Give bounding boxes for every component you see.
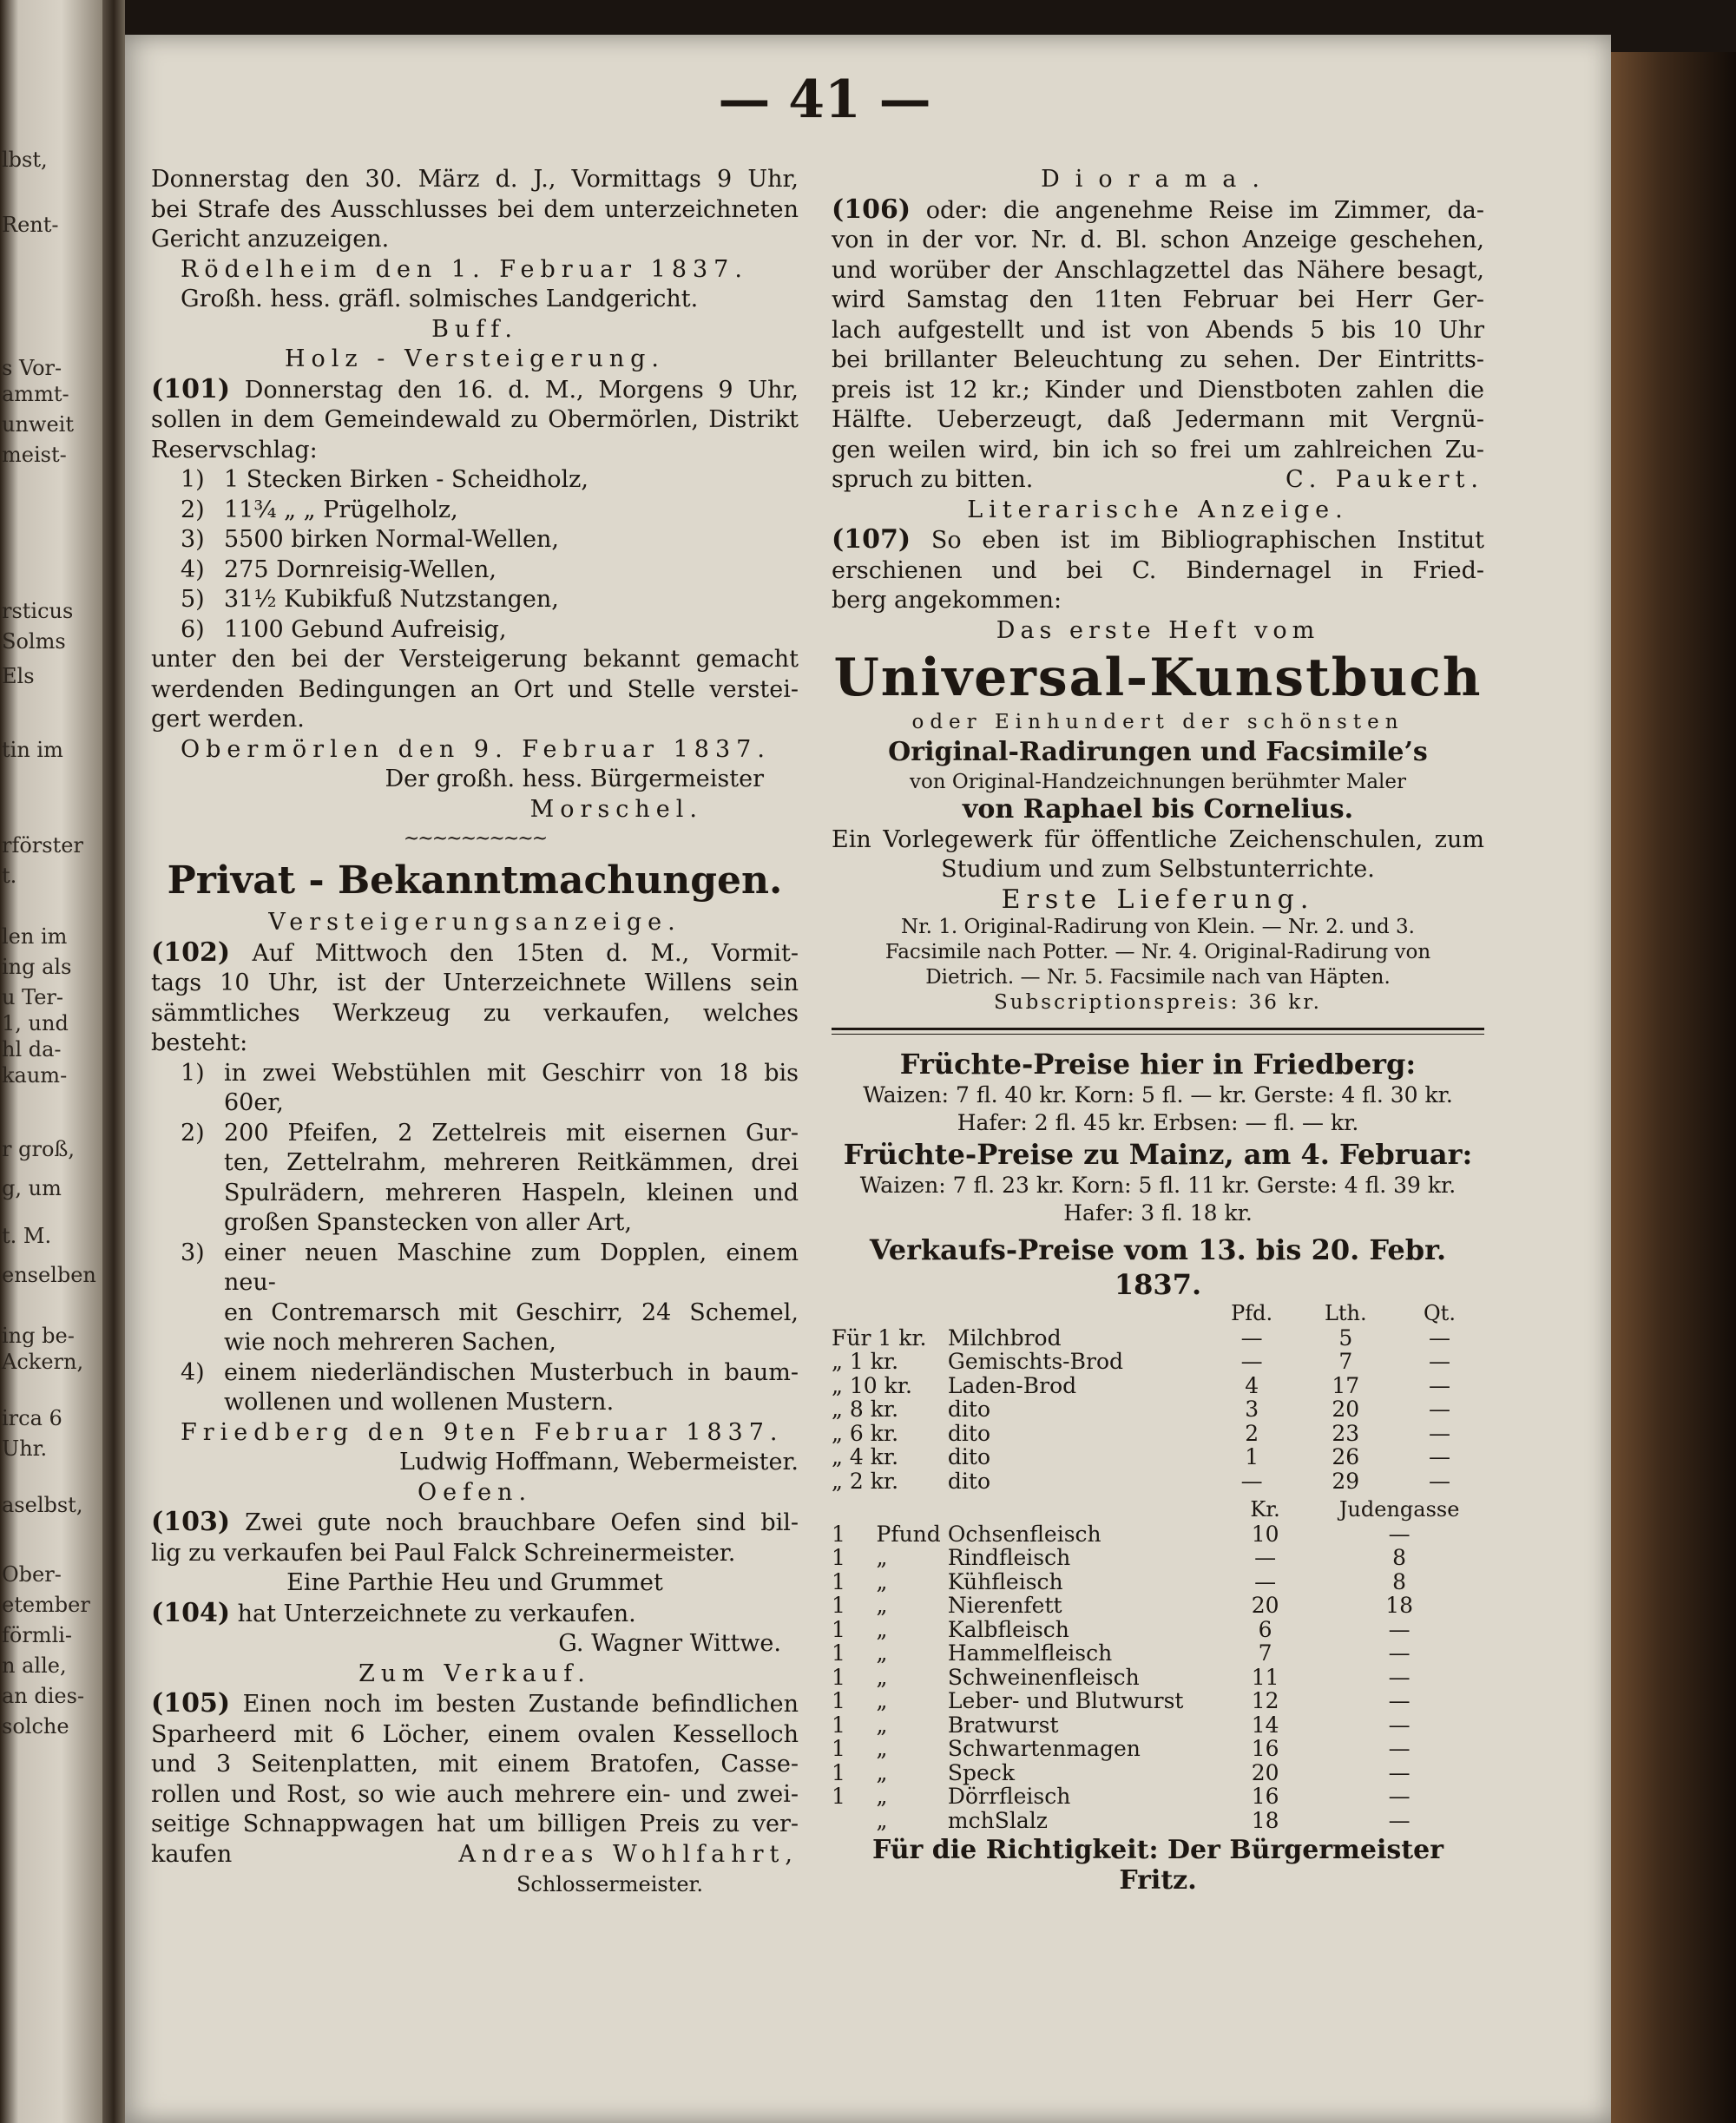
text-line: oder: die angenehme Reise im Zimmer, da- <box>925 196 1484 224</box>
table-row: „ 2 kr. dito — 29 — <box>832 1468 1450 1494</box>
notice-105 <box>151 1660 799 1900</box>
table-row: „ 1 kr. Gemischts-Brod — 7 — <box>832 1349 1450 1374</box>
prices-heading: Früchte-Preise hier in Friedberg: <box>899 1048 1417 1081</box>
notice-title: Diorama. <box>1041 166 1275 193</box>
margin-fragment: ammt- <box>2 382 69 406</box>
list-item: 2) 11¾ „ „ Prügelholz, <box>181 496 458 523</box>
price-line: Waizen: 7 fl. 40 kr. Korn: 5 fl. — kr. Gerste: 4 fl. 30 kr. <box>863 1082 1453 1108</box>
grain-prices-mainz <box>832 1137 1484 1227</box>
book-subtitle: Original-Radirungen und Facsimile’s <box>888 737 1428 767</box>
book-price: Subscriptionspreis: 36 kr. <box>994 991 1322 1014</box>
table-row: 1 Pfund Ochsenfleisch 10 — <box>832 1521 1410 1547</box>
list-item: 3) 5500 birken Normal-Wellen, <box>181 526 559 553</box>
double-rule <box>832 1028 1484 1035</box>
notice-place-date: Obermörlen den 9. Februar 1837. <box>181 735 771 763</box>
margin-fragment: ing be- <box>2 1324 75 1348</box>
text-line: hat Unterzeichnete zu verkaufen. <box>237 1600 636 1627</box>
margin-fragment: an dies- <box>2 1684 85 1708</box>
meat-price-table <box>832 1498 1484 1832</box>
margin-fragment: rsticus <box>2 599 74 623</box>
book-delivery: Erste Lieferung. <box>1001 884 1315 915</box>
list-item: 1) in zwei Webstühlen mit Geschirr von 18 bis 60er, <box>181 1059 799 1116</box>
page-number: — 41 — <box>718 69 931 130</box>
text-line: spruch zu bitten. <box>832 466 1034 493</box>
book-intro: Das erste Heft vom <box>996 616 1320 644</box>
list-item: 4) einem niederländischen Musterbuch in baum- wollenen und wollenen Mustern. <box>181 1358 799 1416</box>
ornamental-divider: ~~~~~~~~~~ <box>403 828 547 850</box>
margin-fragment: 1, und <box>2 1011 69 1035</box>
margin-fragment: irca 6 <box>2 1406 62 1430</box>
text-line: wird Samstag den 11ten Februar bei Herr Ger- <box>832 286 1484 313</box>
list-item: 4) 275 Dornreisig-Wellen, <box>181 555 497 583</box>
notice-104 <box>151 1568 799 1660</box>
book-title: Universal-Kunstbuch <box>833 647 1483 708</box>
book-line: Facsimile nach Potter. — Nr. 4. Original-Radirung von <box>884 941 1431 963</box>
text-line: Donnerstag den 30. März d. J., Vormittags 9 Uhr, <box>151 166 799 193</box>
list-item: 1) 1 Stecken Birken - Scheidholz, <box>181 466 589 493</box>
table-row: 1 „ Kalbfleisch 6 — <box>832 1616 1410 1642</box>
grain-prices-friedberg <box>832 1047 1484 1137</box>
wood-list <box>151 465 799 645</box>
margin-fragment: unweit <box>2 412 74 437</box>
notice-signature: G. Wagner Wittwe. <box>558 1630 781 1657</box>
text-line: erschienen und bei C. Bindernagel in Fried- <box>832 556 1484 584</box>
notice-107 <box>832 496 1484 1016</box>
bread-price-table <box>832 1302 1484 1493</box>
book-gutter <box>102 0 125 2123</box>
list-item: 5) 31½ Kubikfuß Nutzstangen, <box>181 586 559 613</box>
margin-fragment: kaum- <box>2 1063 68 1088</box>
margin-fragment: r groß, <box>2 1137 76 1161</box>
text-line: und 3 Seitenplatten, mit einem Bratofen, Casse- <box>151 1751 799 1778</box>
price-line: Hafer: 3 fl. 18 kr. <box>1063 1200 1253 1226</box>
margin-fragment: Els <box>2 664 35 688</box>
text-line: Sparheerd mit 6 Löcher, einem ovalen Kesselloch <box>151 1720 799 1748</box>
margin-fragment: solche <box>2 1714 69 1738</box>
text-line: bei Strafe des Ausschlusses bei dem unterzeichneten <box>151 195 799 223</box>
notice-102 <box>151 908 799 1478</box>
text-line: lig zu verkaufen bei Paul Falck Schreinermeister. <box>151 1539 736 1567</box>
text-line: und worüber der Anschlagzettel das Nähere besagt, <box>832 256 1484 284</box>
text-line: Zwei gute noch brauchbare Oefen sind bil- <box>245 1509 799 1536</box>
margin-fragment: t. <box>2 864 17 888</box>
notice-signature: Ludwig Hoffmann, Webermeister. <box>399 1449 799 1476</box>
table-row: „ mchSlalz 18 — <box>876 1807 1410 1833</box>
notice-signature: C. Paukert. <box>1286 466 1484 493</box>
notice-authority: Großh. hess. gräfl. solmisches Landgericht. <box>181 286 699 312</box>
table-row: 1 „ Leber- und Blutwurst 12 — <box>832 1688 1410 1713</box>
notice-place-date: Rödelheim den 1. Februar 1837. <box>181 255 748 283</box>
text-line: sämmtliches Werkzeug zu verkaufen, welches besteht: <box>151 999 799 1056</box>
notice-number: (106) <box>832 194 911 225</box>
margin-fragment: Ober- <box>2 1562 62 1587</box>
book-line: Dietrich. — Nr. 5. Facsimile nach van Häpten. <box>925 966 1391 989</box>
margin-fragment: Uhr. <box>2 1436 48 1461</box>
text-line: kaufen <box>151 1840 233 1868</box>
list-item: 3) einer neuen Maschine zum Dopplen, einem neu- en Contremarsch mit Geschirr, 24 Schemel, wie noch mehreren Sachen, <box>181 1239 799 1356</box>
margin-fragment: tin im <box>2 738 63 762</box>
notice-number: (104) <box>151 1597 231 1628</box>
margin-fragment: aselbst, <box>2 1493 83 1517</box>
list-item: 2) 200 Pfeifen, 2 Zettelreis mit eisernen Gur- ten, Zettelrahm, mehreren Reitkämmen, drei Spulrädern, mehreren Haspeln, kleinen und großen Spanstecken von aller Art, <box>181 1119 799 1236</box>
margin-fragment: len im <box>2 924 68 949</box>
text-line: Reservschlag: <box>151 436 318 463</box>
text-line: tags 10 Uhr, ist der Unterzeichnete Willens sein <box>151 969 799 996</box>
notice-101 <box>151 345 799 825</box>
margin-fragment: u Ter- <box>2 985 64 1009</box>
section-heading: Privat - Bekanntmachungen. <box>167 858 783 903</box>
margin-fragment: förmli- <box>2 1623 73 1647</box>
text-line: berg angekommen: <box>832 587 1062 614</box>
text-line: von in der vor. Nr. d. Bl. schon Anzeige geschehen, <box>832 227 1484 253</box>
notice-title: Versteigerungsanzeige. <box>268 909 681 936</box>
text-line: bei brillanter Beleuchtung zu sehen. Der Eintritts- <box>832 346 1484 373</box>
margin-fragment: enselben <box>2 1263 96 1287</box>
notice-signature: Buff. <box>431 315 518 343</box>
table-row: Für 1 kr. Milchbrod — 5 — <box>832 1324 1450 1351</box>
intro-notice <box>151 165 799 345</box>
price-line: Hafer: 2 fl. 45 kr. Erbsen: — fl. — kr. <box>957 1110 1359 1135</box>
table-row: 1 „ Rindfleisch — 8 <box>832 1545 1407 1570</box>
margin-fragment: hl da- <box>2 1037 62 1062</box>
page-footer-signature: Für die Richtigkeit: Der Bürgermeister Fritz. <box>871 1835 1444 1896</box>
notice-authority: Der großh. hess. Bürgermeister <box>385 766 764 792</box>
sale-prices-heading: Verkaufs-Preise vom 13. bis 20. Febr. 1837. <box>869 1233 1447 1301</box>
notice-title: Holz - Versteigerung. <box>285 345 665 372</box>
book-artists: von Raphael bis Cornelius. <box>962 794 1354 825</box>
table-row: 1 „ Bratwurst 14 — <box>832 1712 1410 1738</box>
book-line: Nr. 1. Original-Radirung von Klein. — Nr. 2. und 3. <box>901 916 1415 938</box>
margin-fragment: lbst, <box>2 148 48 172</box>
tools-list <box>151 1059 799 1418</box>
notice-signature: Morschel. <box>529 795 703 823</box>
table-row: 1 „ Speck 20 — <box>832 1759 1410 1785</box>
notice-number: (102) <box>151 937 231 968</box>
book-line: oder Einhundert der schönsten <box>911 711 1404 733</box>
text-line: Einen noch im besten Zustande befindlichen <box>242 1691 799 1718</box>
notice-number: (105) <box>151 1688 231 1719</box>
margin-fragment: s Vor- <box>2 356 62 380</box>
table-header: Kr. Judengasse <box>1250 1497 1460 1522</box>
table-row: 1 „ Schwartenmagen 16 — <box>832 1736 1410 1761</box>
prices-heading: Früchte-Preise zu Mainz, am 4. Februar: <box>843 1138 1473 1171</box>
notice-number: (103) <box>151 1507 231 1537</box>
margin-fragment: etember <box>2 1593 90 1617</box>
text-line: werdenden Bedingungen an Ort und Stelle verstei- <box>151 675 799 703</box>
notice-number: (101) <box>151 373 231 404</box>
notice-title: Oefen. <box>417 1478 533 1506</box>
previous-page-edge <box>0 0 102 2123</box>
notice-106 <box>832 165 1484 496</box>
notice-title: Zum Verkauf. <box>358 1660 591 1687</box>
price-line: Waizen: 7 fl. 23 kr. Korn: 5 fl. 11 kr. Gerste: 4 fl. 39 kr. <box>859 1173 1457 1198</box>
text-line: preis ist 12 kr.; Kinder und Dienstboten zahlen die <box>832 376 1484 404</box>
margin-fragment: n alle, <box>2 1653 67 1678</box>
book-cover-edge <box>1611 52 1736 2123</box>
notice-signature-role: Schlossermeister. <box>516 1872 703 1896</box>
margin-fragment: Rent- <box>2 213 59 237</box>
left-column <box>151 165 799 1900</box>
margin-fragment: t. M. <box>2 1224 52 1248</box>
text-line: Auf Mittwoch den 15ten d. M., Vormit- <box>252 939 799 967</box>
table-row: „ 4 kr. dito 1 26 — <box>832 1444 1450 1469</box>
text-line: lach aufgestellt und ist von Abends 5 bis 10 Uhr <box>832 316 1484 344</box>
list-item: 6) 1100 Gebund Aufreisig, <box>181 615 507 643</box>
margin-fragment: ing als <box>2 955 72 979</box>
book-line: Studium und zum Selbstunterrichte. <box>941 856 1375 883</box>
book-line: von Original-Handzeichnungen berühmter Maler <box>909 771 1407 793</box>
table-header: Pfd. Lth. Qt. <box>1231 1301 1456 1325</box>
notice-signature: Andreas Wohlfahrt, <box>458 1840 799 1868</box>
margin-fragment: Ackern, <box>2 1350 84 1374</box>
book-line: Ein Vorlegewerk für öffentliche Zeichenschulen, zum <box>832 825 1484 853</box>
margin-fragment: rförster <box>2 833 83 858</box>
table-row: „ 10 kr. Laden-Brod 4 17 — <box>832 1372 1450 1398</box>
notice-103 <box>151 1478 799 1569</box>
notice-title: Eine Parthie Heu und Grummet <box>286 1569 663 1596</box>
notice-place-date: Friedberg den 9ten Februar 1837. <box>181 1418 784 1446</box>
margin-fragment: Solms <box>2 629 66 654</box>
notice-title: Literarische Anzeige. <box>967 496 1349 523</box>
table-row: 1 „ Dörrfleisch 16 — <box>832 1784 1410 1809</box>
text-line: seitige Schnappwagen hat um billigen Preis zu ver- <box>151 1811 799 1837</box>
table-row: 1 „ Nierenfett 20 18 <box>832 1593 1414 1618</box>
table-row: 1 „ Hammelfleisch 7 — <box>832 1640 1410 1666</box>
text-line: rollen und Rost, so wie auch mehrere ein- und zwei- <box>151 1780 799 1808</box>
margin-fragment: meist- <box>2 443 67 467</box>
margin-fragment: g, um <box>2 1176 62 1200</box>
text-line: gert werden. <box>151 706 305 733</box>
text-line: gen weilen wird, bin ich so frei um zahlreichen Zu- <box>832 436 1484 463</box>
table-row: „ 8 kr. dito 3 20 — <box>832 1397 1450 1422</box>
text-line: Hälfte. Ueberzeugt, daß Jedermann mit Vergnü- <box>832 406 1484 433</box>
text-line: Gericht anzuzeigen. <box>151 226 390 253</box>
notice-number: (107) <box>832 524 911 555</box>
table-row: 1 „ Schweinenfleisch 11 — <box>832 1664 1410 1690</box>
text-line: So eben ist im Bibliographischen Institut <box>930 527 1484 554</box>
table-row: 1 „ Kühfleisch — 8 <box>832 1568 1407 1594</box>
text-line: unter den bei der Versteigerung bekannt gemacht <box>151 646 799 673</box>
text-line: Donnerstag den 16. d. M., Morgens 9 Uhr, <box>244 376 799 404</box>
right-column <box>832 165 1484 1896</box>
text-line: sollen in dem Gemeindewald zu Obermörlen, Distrikt <box>151 406 799 433</box>
table-row: „ 6 kr. dito 2 23 — <box>832 1420 1450 1446</box>
